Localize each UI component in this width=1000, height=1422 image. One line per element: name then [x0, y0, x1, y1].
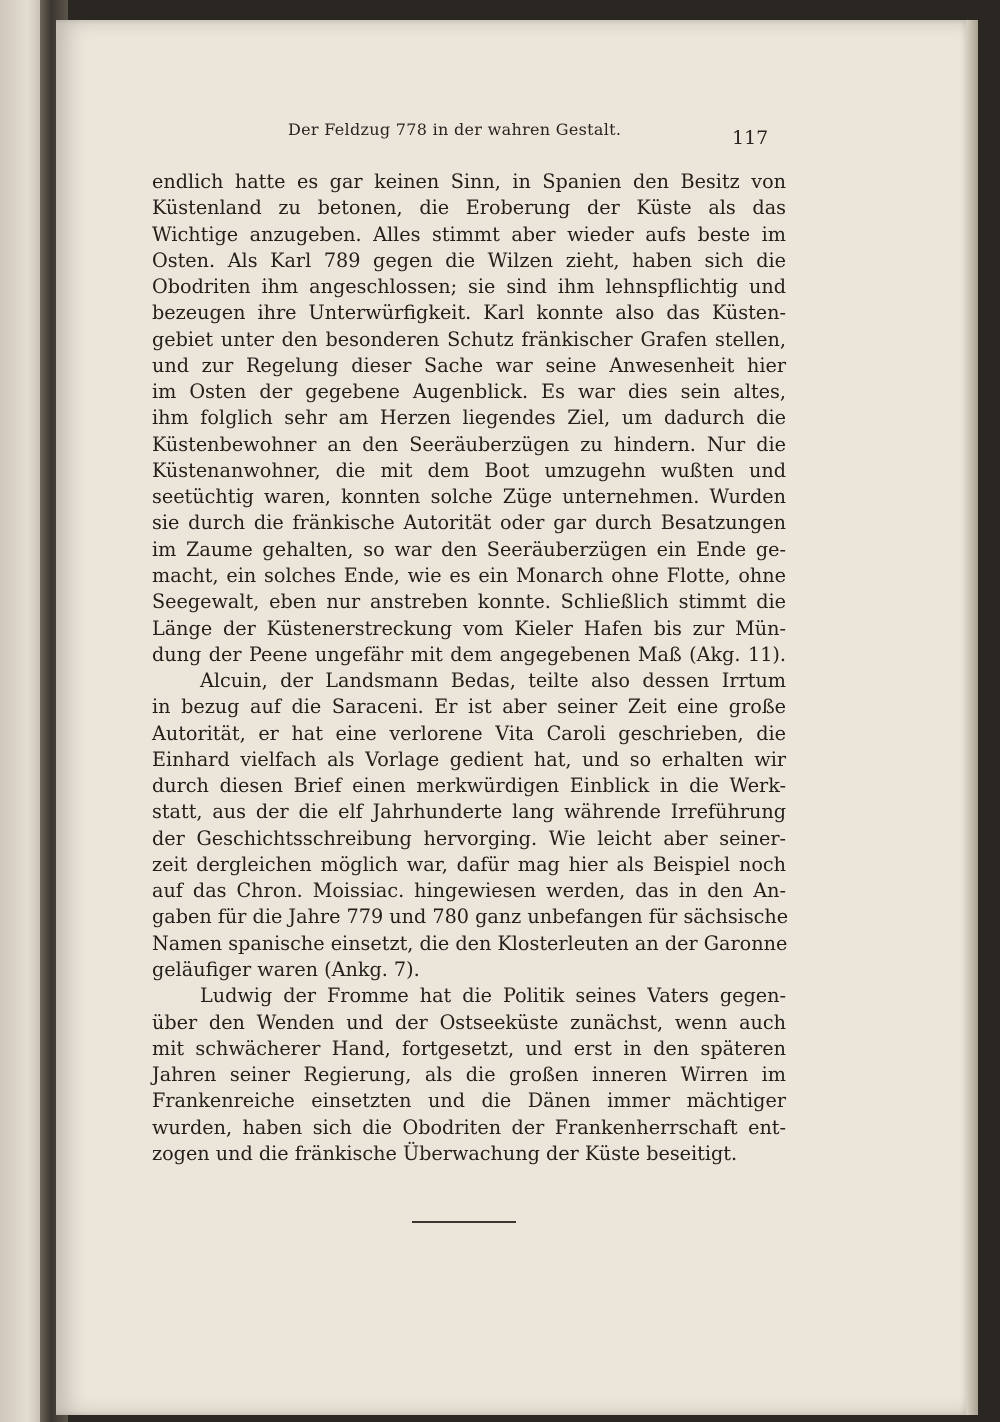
text-line: Autorität, er hat eine verlorene Vita Caroli geschrieben, die: [152, 721, 786, 745]
text-line: Namen spanische einsetzt, die den Klosterleuten an der Garonne: [152, 931, 788, 955]
text-line: Ludwig der Fromme hat die Politik seines Vaters gegen-: [200, 984, 786, 1008]
paragraph: [152, 169, 786, 668]
text-line: Küstenanwohner, die mit dem Boot umzugehn wußten und: [152, 458, 786, 482]
text-line: statt, aus der die elf Jahrhunderte lang währende Irreführung: [152, 800, 786, 824]
text-line: gaben für die Jahre 779 und 780 ganz unbefangen für sächsische: [152, 905, 789, 929]
text-line: Wichtige anzugeben. Alles stimmt aber wieder aufs beste im: [152, 222, 786, 246]
paragraph: [152, 668, 789, 983]
text-line: zogen und die fränkische Überwachung der Küste beseitigt.: [152, 1141, 738, 1165]
section-end-rule: [412, 1221, 516, 1223]
text-line: der Geschichtsschreibung hervorging. Wie leicht aber seiner-: [152, 826, 786, 850]
text-line: Jahren seiner Regierung, als die großen inneren Wirren im: [152, 1063, 786, 1087]
text-line: mit schwächerer Hand, fortgesetzt, und erst in den späteren: [152, 1036, 786, 1060]
text-line: in bezug auf die Saraceni. Er ist aber seiner Zeit eine große: [152, 695, 786, 719]
text-line: Obodriten ihm angeschlossen; sie sind ihm lehnspflichtig und: [152, 275, 786, 299]
text-line: dung der Peene ungefähr mit dem angegebenen Maß (Akg. 11).: [152, 642, 786, 666]
text-line: sie durch die fränkische Autorität oder gar durch Besatzungen: [152, 511, 786, 535]
text-line: geläufiger waren (Ankg. 7).: [152, 957, 420, 981]
text-line: wurden, haben sich die Obodriten der Frankenherrschaft ent-: [152, 1115, 786, 1139]
page-fore-edge: [966, 20, 978, 1415]
text-line: ihm folglich sehr am Herzen liegendes Ziel, um dadurch die: [152, 406, 786, 430]
body-text: [152, 169, 789, 1167]
text-line: auf das Chron. Moissiac. hingewiesen werden, das in den An-: [152, 879, 786, 903]
paragraph: [152, 983, 786, 1167]
text-line: Frankenreiche einsetzten und die Dänen immer mächtiger: [152, 1089, 786, 1113]
text-line: Länge der Küstenerstreckung vom Kieler Hafen bis zur Mün-: [152, 616, 786, 640]
text-line: im Zaume gehalten, so war den Seeräuberzügen ein Ende ge-: [152, 537, 786, 561]
running-title: Der Feldzug 778 in der wahren Gestalt.: [288, 120, 622, 139]
text-line: zeit dergleichen möglich war, dafür mag hier als Beispiel noch: [152, 852, 786, 876]
text-line: Küstenbewohner an den Seeräuberzügen zu hindern. Nur die: [152, 432, 786, 456]
text-line: Osten. Als Karl 789 gegen die Wilzen zieht, haben sich die: [152, 248, 786, 272]
text-line: durch diesen Brief einen merkwürdigen Einblick in die Werk-: [152, 774, 786, 798]
text-line: macht, ein solches Ende, wie es ein Monarch ohne Flotte, ohne: [152, 563, 786, 587]
text-line: gebiet unter den besonderen Schutz fränkischer Grafen stellen,: [152, 327, 786, 351]
text-line: und zur Regelung dieser Sache war seine Anwesenheit hier: [152, 353, 786, 377]
text-line: bezeugen ihre Unterwürfigkeit. Karl konnte also das Küsten-: [152, 301, 786, 325]
page-number: 117: [732, 127, 769, 149]
text-line: Seegewalt, eben nur anstreben konnte. Schließlich stimmt die: [152, 590, 786, 614]
text-line: im Osten der gegebene Augenblick. Es war dies sein altes,: [152, 380, 786, 404]
text-line: endlich hatte es gar keinen Sinn, in Spanien den Besitz von: [152, 170, 786, 193]
text-line: Küstenland zu betonen, die Eroberung der Küste als das: [152, 196, 786, 220]
text-line: Alcuin, der Landsmann Bedas, teilte also dessen Irrtum: [200, 669, 786, 693]
text-line: Einhard vielfach als Vorlage gedient hat, und so erhalten wir: [152, 747, 786, 771]
text-line: über den Wenden und der Ostseeküste zunächst, wenn auch: [152, 1010, 786, 1034]
text-line: seetüchtig waren, konnten solche Züge unternehmen. Wurden: [152, 485, 786, 509]
